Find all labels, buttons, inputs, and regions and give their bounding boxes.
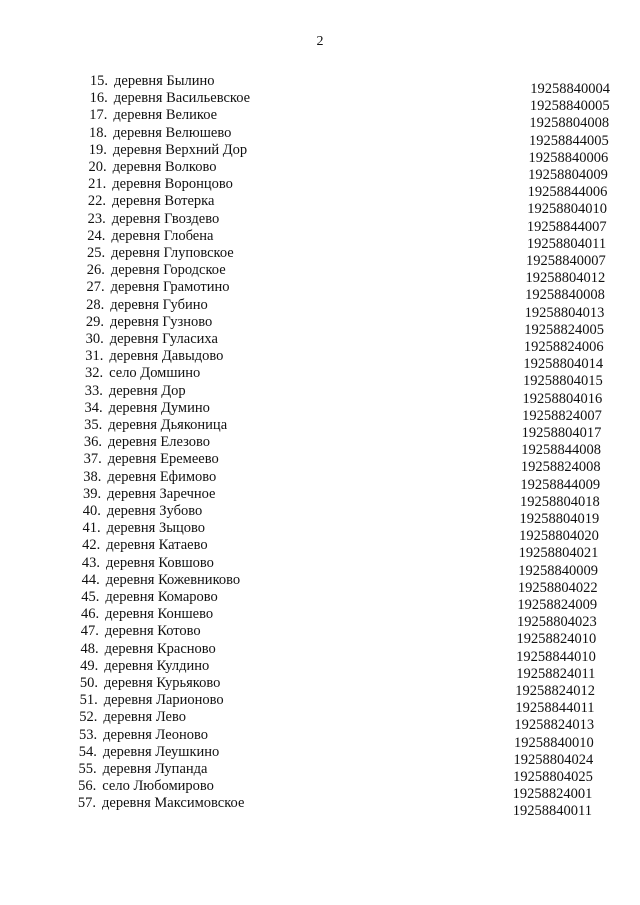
oktmo-code: 19258804018 <box>519 493 600 510</box>
settlement-name: деревня Лево <box>103 709 186 726</box>
oktmo-code: 19258844007 <box>526 218 607 235</box>
oktmo-code: 19258804020 <box>519 528 599 545</box>
item-number: 31. <box>85 348 104 365</box>
oktmo-code: 19258840011 <box>512 803 592 820</box>
settlement-name: деревня Заречное <box>107 485 216 502</box>
item-number: 17. <box>89 107 108 124</box>
oktmo-code: 19258824010 <box>516 631 597 648</box>
oktmo-code: 19258804022 <box>517 579 598 596</box>
settlement-name: деревня Думино <box>108 399 210 416</box>
settlement-name: деревня Леоново <box>103 726 208 743</box>
item-number: 19. <box>88 141 107 158</box>
page-number: 2 <box>316 34 324 49</box>
oktmo-code: 19258844005 <box>528 132 609 149</box>
settlement-name: деревня Котово <box>104 623 201 640</box>
settlement-name: деревня Верхний Дор <box>112 141 248 158</box>
settlement-name: деревня Глобена <box>111 227 214 244</box>
settlement-name: деревня Красново <box>104 640 216 657</box>
oktmo-code: 19258840005 <box>529 98 610 115</box>
settlement-name: деревня Зубово <box>106 503 203 519</box>
item-number: 50. <box>79 675 98 691</box>
item-number: 46. <box>81 606 100 623</box>
item-number: 57. <box>77 795 96 812</box>
item-number: 32. <box>85 365 104 382</box>
item-number: 54. <box>78 743 97 760</box>
oktmo-code: 19258840008 <box>525 287 605 304</box>
item-number: 15. <box>89 73 108 89</box>
settlement-name: деревня Дор <box>108 382 186 399</box>
oktmo-code: 19258804009 <box>528 167 608 183</box>
oktmo-code: 19258824006 <box>523 339 604 355</box>
oktmo-code: 19258804015 <box>522 373 603 390</box>
item-number: 27. <box>86 279 105 296</box>
settlement-name: деревня Зыцово <box>106 520 205 537</box>
item-number: 43. <box>81 554 100 571</box>
oktmo-code: 19258840004 <box>530 81 610 97</box>
settlement-name: деревня Катаево <box>106 537 208 554</box>
item-number: 25. <box>87 245 106 261</box>
oktmo-code: 19258824011 <box>516 665 596 682</box>
oktmo-code: 19258804013 <box>524 304 605 321</box>
item-number: 47. <box>80 623 99 640</box>
item-number: 39. <box>83 485 102 502</box>
oktmo-code: 19258804019 <box>519 511 600 527</box>
oktmo-code: 19258824001 <box>512 786 593 803</box>
oktmo-code: 19258804023 <box>516 614 597 631</box>
oktmo-code: 19258804024 <box>513 751 594 768</box>
oktmo-code: 19258840009 <box>518 562 598 579</box>
item-number: 49. <box>80 657 99 674</box>
item-number: 53. <box>79 726 98 743</box>
settlement-name: деревня Елезово <box>108 434 210 451</box>
item-number: 26. <box>86 262 105 279</box>
item-number: 45. <box>81 589 100 605</box>
oktmo-code: 19258844009 <box>520 476 601 493</box>
oktmo-code: 19258804025 <box>513 769 593 785</box>
item-number: 55. <box>78 761 97 777</box>
oktmo-code: 19258840006 <box>528 149 609 166</box>
settlement-name: деревня Гузново <box>110 313 213 330</box>
item-number: 29. <box>85 313 104 330</box>
oktmo-code: 19258824009 <box>517 597 598 613</box>
oktmo-code: 19258824007 <box>522 407 602 424</box>
oktmo-code: 19258804010 <box>527 201 607 218</box>
oktmo-code: 19258804012 <box>525 270 606 287</box>
settlement-name: село Домшино <box>109 365 201 382</box>
item-number: 42. <box>82 537 101 554</box>
item-number: 24. <box>87 227 106 244</box>
item-number: 52. <box>79 709 98 726</box>
oktmo-code: 19258824013 <box>514 717 595 734</box>
settlement-name: деревня Васильевское <box>113 90 251 107</box>
settlement-name: деревня Леушкино <box>102 743 220 760</box>
oktmo-code: 19258804011 <box>526 235 607 252</box>
settlement-name: деревня Былино <box>114 73 215 89</box>
item-number: 37. <box>83 451 102 468</box>
item-number: 28. <box>86 296 105 313</box>
oktmo-code: 19258840007 <box>525 253 606 269</box>
settlement-name: деревня Великое <box>113 107 218 124</box>
oktmo-code: 19258840010 <box>513 734 594 751</box>
settlement-name: деревня Глуповское <box>111 245 234 261</box>
item-number: 35. <box>84 417 103 433</box>
settlement-name: деревня Губино <box>110 296 208 313</box>
item-number: 23. <box>87 210 106 227</box>
item-number: 21. <box>88 176 107 193</box>
settlement-name: деревня Дьяконица <box>108 417 228 433</box>
settlement-name: деревня Ларионово <box>103 692 224 709</box>
item-number: 38. <box>83 468 102 485</box>
oktmo-code: 19258824008 <box>520 459 601 476</box>
oktmo-code: 19258824005 <box>524 321 604 338</box>
settlement-name: деревня Ковшово <box>106 554 214 571</box>
settlement-name: деревня Кожевниково <box>105 571 241 588</box>
item-number: 33. <box>84 382 103 399</box>
settlement-name: деревня Велюшево <box>113 124 232 141</box>
item-number: 18. <box>89 124 108 141</box>
settlement-name: деревня Ефимово <box>107 468 217 485</box>
item-number: 30. <box>85 331 104 347</box>
item-number: 34. <box>84 399 103 416</box>
settlement-name: деревня Воронцово <box>112 176 233 193</box>
settlement-name: деревня Волково <box>112 159 217 175</box>
item-number: 48. <box>80 640 99 657</box>
settlement-name: деревня Вотерка <box>112 193 215 210</box>
oktmo-code: 19258804014 <box>523 356 604 373</box>
settlement-name: деревня Еремеево <box>107 451 219 468</box>
item-number: 40. <box>82 503 101 519</box>
settlement-name: деревня Комарово <box>105 589 218 605</box>
settlement-name: деревня Давыдово <box>109 348 224 365</box>
item-number: 51. <box>79 692 98 709</box>
item-number: 44. <box>81 571 100 588</box>
settlement-name: деревня Грамотино <box>110 279 230 296</box>
oktmo-code: 19258844011 <box>515 700 595 717</box>
oktmo-code: 19258844008 <box>521 442 601 459</box>
settlement-name: деревня Городское <box>110 262 226 279</box>
oktmo-code: 19258844010 <box>516 648 596 665</box>
item-number: 20. <box>88 159 107 175</box>
item-number: 22. <box>87 193 106 210</box>
oktmo-code: 19258804021 <box>518 545 599 562</box>
item-number: 36. <box>83 434 102 451</box>
settlement-name: деревня Гуласиха <box>109 331 218 347</box>
item-number: 56. <box>78 778 97 795</box>
settlement-name: деревня Гвоздево <box>111 210 220 227</box>
oktmo-code: 19258804008 <box>529 115 610 132</box>
settlement-name: деревня Кулдино <box>104 657 210 674</box>
item-number: 16. <box>89 90 108 107</box>
settlement-name: деревня Коншево <box>105 606 214 623</box>
settlement-name: село Любомирово <box>102 778 214 795</box>
oktmo-code: 19258804017 <box>521 425 602 441</box>
oktmo-code: 19258844006 <box>527 184 608 201</box>
settlement-name: деревня Курьяково <box>104 675 221 691</box>
oktmo-code: 19258804016 <box>522 390 603 407</box>
settlement-name: деревня Максимовское <box>102 795 245 812</box>
settlement-name: деревня Лупанда <box>102 761 208 777</box>
oktmo-code: 19258824012 <box>515 683 595 699</box>
item-number: 41. <box>82 520 101 537</box>
